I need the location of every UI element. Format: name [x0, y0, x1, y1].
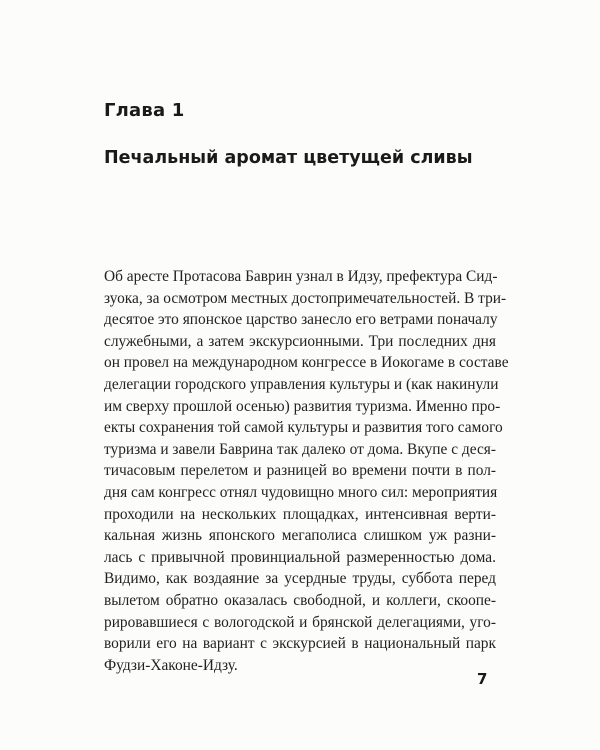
text-line: Видимо, как воздаяние за усердные труды, суббота перед: [104, 570, 496, 588]
text-line: вылетом обратно оказалась свободной, и коллеги, скоопе-: [104, 591, 496, 609]
text-line: Фудзи-Хаконе-Идзу.: [104, 656, 238, 674]
text-line: Об аресте Протасова Баврин узнал в Идзу, префектура Сид-: [104, 268, 498, 285]
text-line: екты сохранения той самой культуры и развития того самого: [104, 419, 503, 437]
body-paragraph: [104, 266, 509, 676]
text-line: ворили его на вариант с экскурсией в национальный парк: [104, 635, 496, 653]
text-line: тичасовым перелетом и разницей во времени почти в пол-: [104, 462, 496, 480]
text-line: рировавшиеся с вологодской и брянской делегациями, уго-: [104, 613, 496, 631]
page-number: 7: [477, 670, 488, 688]
text-line: дня сам конгресс отнял чудовищно много сил: мероприятия: [104, 483, 498, 501]
text-line: лась с привычной провинциальной размеренностью дома.: [104, 548, 496, 566]
chapter-title: Печальный аромат цветущей сливы: [104, 148, 473, 168]
text-line: он провел на международном конгрессе в Иокогаме в составе: [104, 354, 509, 372]
text-line: туризма и завели Баврина так далеко от дома. Вкупе с деся-: [104, 440, 496, 458]
text-line: кальная жизнь японского мегаполиса слишком уж разни-: [104, 527, 496, 545]
text-line: проходили на нескольких площадках, интенсивная верти-: [104, 505, 496, 523]
chapter-label: Глава 1: [104, 100, 185, 121]
text-line: десятое это японское царство занесло его ветрами поначалу: [104, 311, 498, 329]
text-line: зуока, за осмотром местных достопримечательностей. В три-: [104, 289, 507, 307]
text-line: делегации городского управления культуры и (как накинули: [104, 375, 499, 393]
text-line: им сверху прошлой осенью) развития туризма. Именно про-: [104, 397, 501, 415]
text-line: служебными, а затем экскурсионными. Три последних дня: [104, 332, 496, 350]
